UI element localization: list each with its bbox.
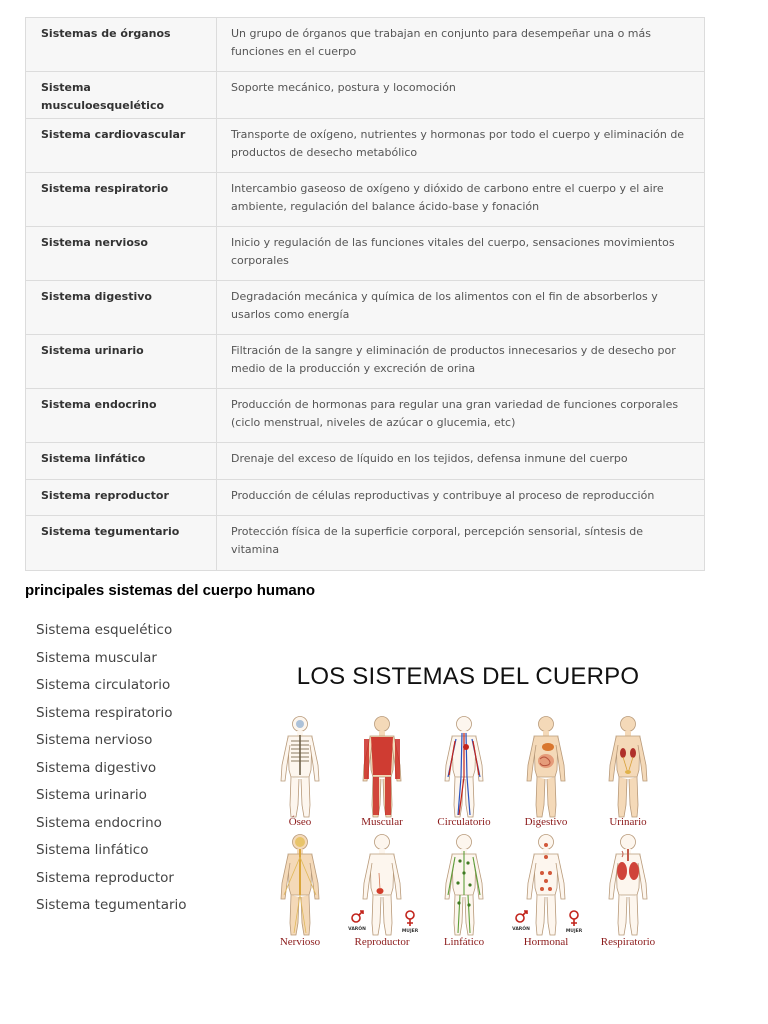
list-item: Sistema digestivo bbox=[36, 759, 157, 776]
system-function-cell: Intercambio gaseoso de oxígeno y dióxido de carbono entre el cuerpo y el aire ambiente, regulación del balance ácido-base y fonación bbox=[217, 173, 705, 227]
system-function-cell: Soporte mecánico, postura y locomoción bbox=[217, 72, 705, 119]
respiratory-figure bbox=[609, 835, 647, 936]
organ-systems-table bbox=[25, 17, 705, 571]
male-symbol-icon bbox=[516, 911, 527, 922]
table-row bbox=[26, 173, 705, 227]
table-row bbox=[26, 281, 705, 335]
system-name-cell: Sistema endocrino bbox=[26, 389, 217, 443]
system-function-cell: Inicio y regulación de las funciones vitales del cuerpo, sensaciones movimientos corporales bbox=[217, 227, 705, 281]
system-name-cell: Sistema reproductor bbox=[26, 480, 217, 516]
list-item: Sistema esquelético bbox=[36, 622, 173, 638]
system-name-cell: Sistema linfático bbox=[26, 443, 217, 480]
table-row bbox=[26, 516, 705, 571]
skeleton-figure bbox=[281, 717, 319, 818]
system-name-cell: Sistemas de órganos bbox=[26, 18, 217, 72]
system-name-cell: Sistema digestivo bbox=[26, 281, 217, 335]
figure-caption: Circulatorio bbox=[437, 816, 491, 828]
list-item: Sistema nervioso bbox=[36, 732, 153, 748]
male-label: VARÓN bbox=[512, 927, 530, 932]
table-row bbox=[26, 72, 705, 119]
table-row bbox=[26, 335, 705, 389]
list-item: Sistema endocrino bbox=[36, 814, 162, 831]
system-function-cell: Producción de células reproductivas y contribuye al proceso de reproducción bbox=[217, 480, 705, 516]
table-row bbox=[26, 119, 705, 173]
list-item: Sistema linfático bbox=[36, 842, 149, 858]
figure-caption: Linfático bbox=[443, 936, 485, 948]
table-row bbox=[26, 480, 705, 516]
list-item: Sistema tegumentario bbox=[36, 897, 187, 913]
list-item: Sistema circulatorio bbox=[36, 677, 171, 693]
hormonal-figure bbox=[527, 835, 565, 936]
reproductive-figure bbox=[363, 835, 401, 936]
figure-caption: Reproductor bbox=[354, 936, 410, 948]
list-item: Sistema respiratorio bbox=[36, 704, 173, 721]
systems-list bbox=[36, 620, 187, 923]
digestive-figure bbox=[527, 717, 565, 818]
figure-caption: Respiratorio bbox=[600, 936, 656, 948]
section-heading: principales sistemas del cuerpo humano bbox=[25, 582, 316, 599]
poster-title: LOS SISTEMAS DEL CUERPO bbox=[296, 663, 640, 690]
system-function-cell: Filtración de la sangre y eliminación de productos innecesarios y de desecho por medio de la producción y excreción de orina bbox=[217, 335, 705, 389]
male-symbol-icon bbox=[352, 911, 363, 922]
male-label: VARÓN bbox=[348, 927, 366, 932]
figure-caption: Óseo bbox=[288, 816, 312, 828]
organ-systems-table-body bbox=[26, 18, 705, 571]
system-name-cell: Sistema musculoesquelético bbox=[26, 72, 217, 119]
female-symbol-icon bbox=[406, 911, 414, 926]
system-function-cell: Degradación mecánica y química de los alimentos con el fin de absorberlos y usarlos como energía bbox=[217, 281, 705, 335]
system-function-cell: Un grupo de órganos que trabajan en conjunto para desempeñar una o más funciones en el cuerpo bbox=[217, 18, 705, 72]
female-symbol-icon bbox=[570, 911, 578, 926]
system-function-cell: Producción de hormonas para regular una gran variedad de funciones corporales (ciclo menstrual, niveles de azúcar o glucemia, etc) bbox=[217, 389, 705, 443]
figure-caption: Hormonal bbox=[523, 936, 569, 948]
system-name-cell: Sistema respiratorio bbox=[26, 173, 217, 227]
table-row bbox=[26, 443, 705, 480]
system-function-cell: Protección física de la superficie corporal, percepción sensorial, síntesis de vitamina bbox=[217, 516, 705, 571]
table-row bbox=[26, 18, 705, 72]
system-name-cell: Sistema cardiovascular bbox=[26, 119, 217, 173]
list-item: Sistema reproductor bbox=[36, 869, 174, 886]
table-row bbox=[26, 389, 705, 443]
system-function-cell: Transporte de oxígeno, nutrientes y hormonas por todo el cuerpo y eliminación de productos de desecho metabólico bbox=[217, 119, 705, 173]
muscular-figure bbox=[363, 717, 401, 818]
system-function-cell: Drenaje del exceso de líquido en los tejidos, defensa inmune del cuerpo bbox=[217, 443, 705, 480]
list-item: Sistema muscular bbox=[36, 649, 157, 666]
table-row bbox=[26, 227, 705, 281]
system-name-cell: Sistema nervioso bbox=[26, 227, 217, 281]
figure-caption: Urinario bbox=[609, 816, 647, 828]
system-name-cell: Sistema urinario bbox=[26, 335, 217, 389]
list-item: Sistema urinario bbox=[36, 787, 147, 803]
female-label: MUJER bbox=[401, 929, 419, 934]
circulatory-figure bbox=[445, 717, 483, 818]
nervous-figure bbox=[281, 835, 319, 936]
figure-caption: Muscular bbox=[361, 816, 403, 828]
system-name-cell: Sistema tegumentario bbox=[26, 516, 217, 571]
figure-caption: Nervioso bbox=[279, 936, 321, 948]
female-label: MUJER bbox=[565, 929, 583, 934]
urinary-figure bbox=[609, 717, 647, 818]
lymphatic-figure bbox=[445, 835, 483, 936]
figure-caption: Digestivo bbox=[524, 816, 568, 828]
body-systems-poster bbox=[262, 655, 682, 955]
body-systems-illustration bbox=[262, 655, 682, 955]
